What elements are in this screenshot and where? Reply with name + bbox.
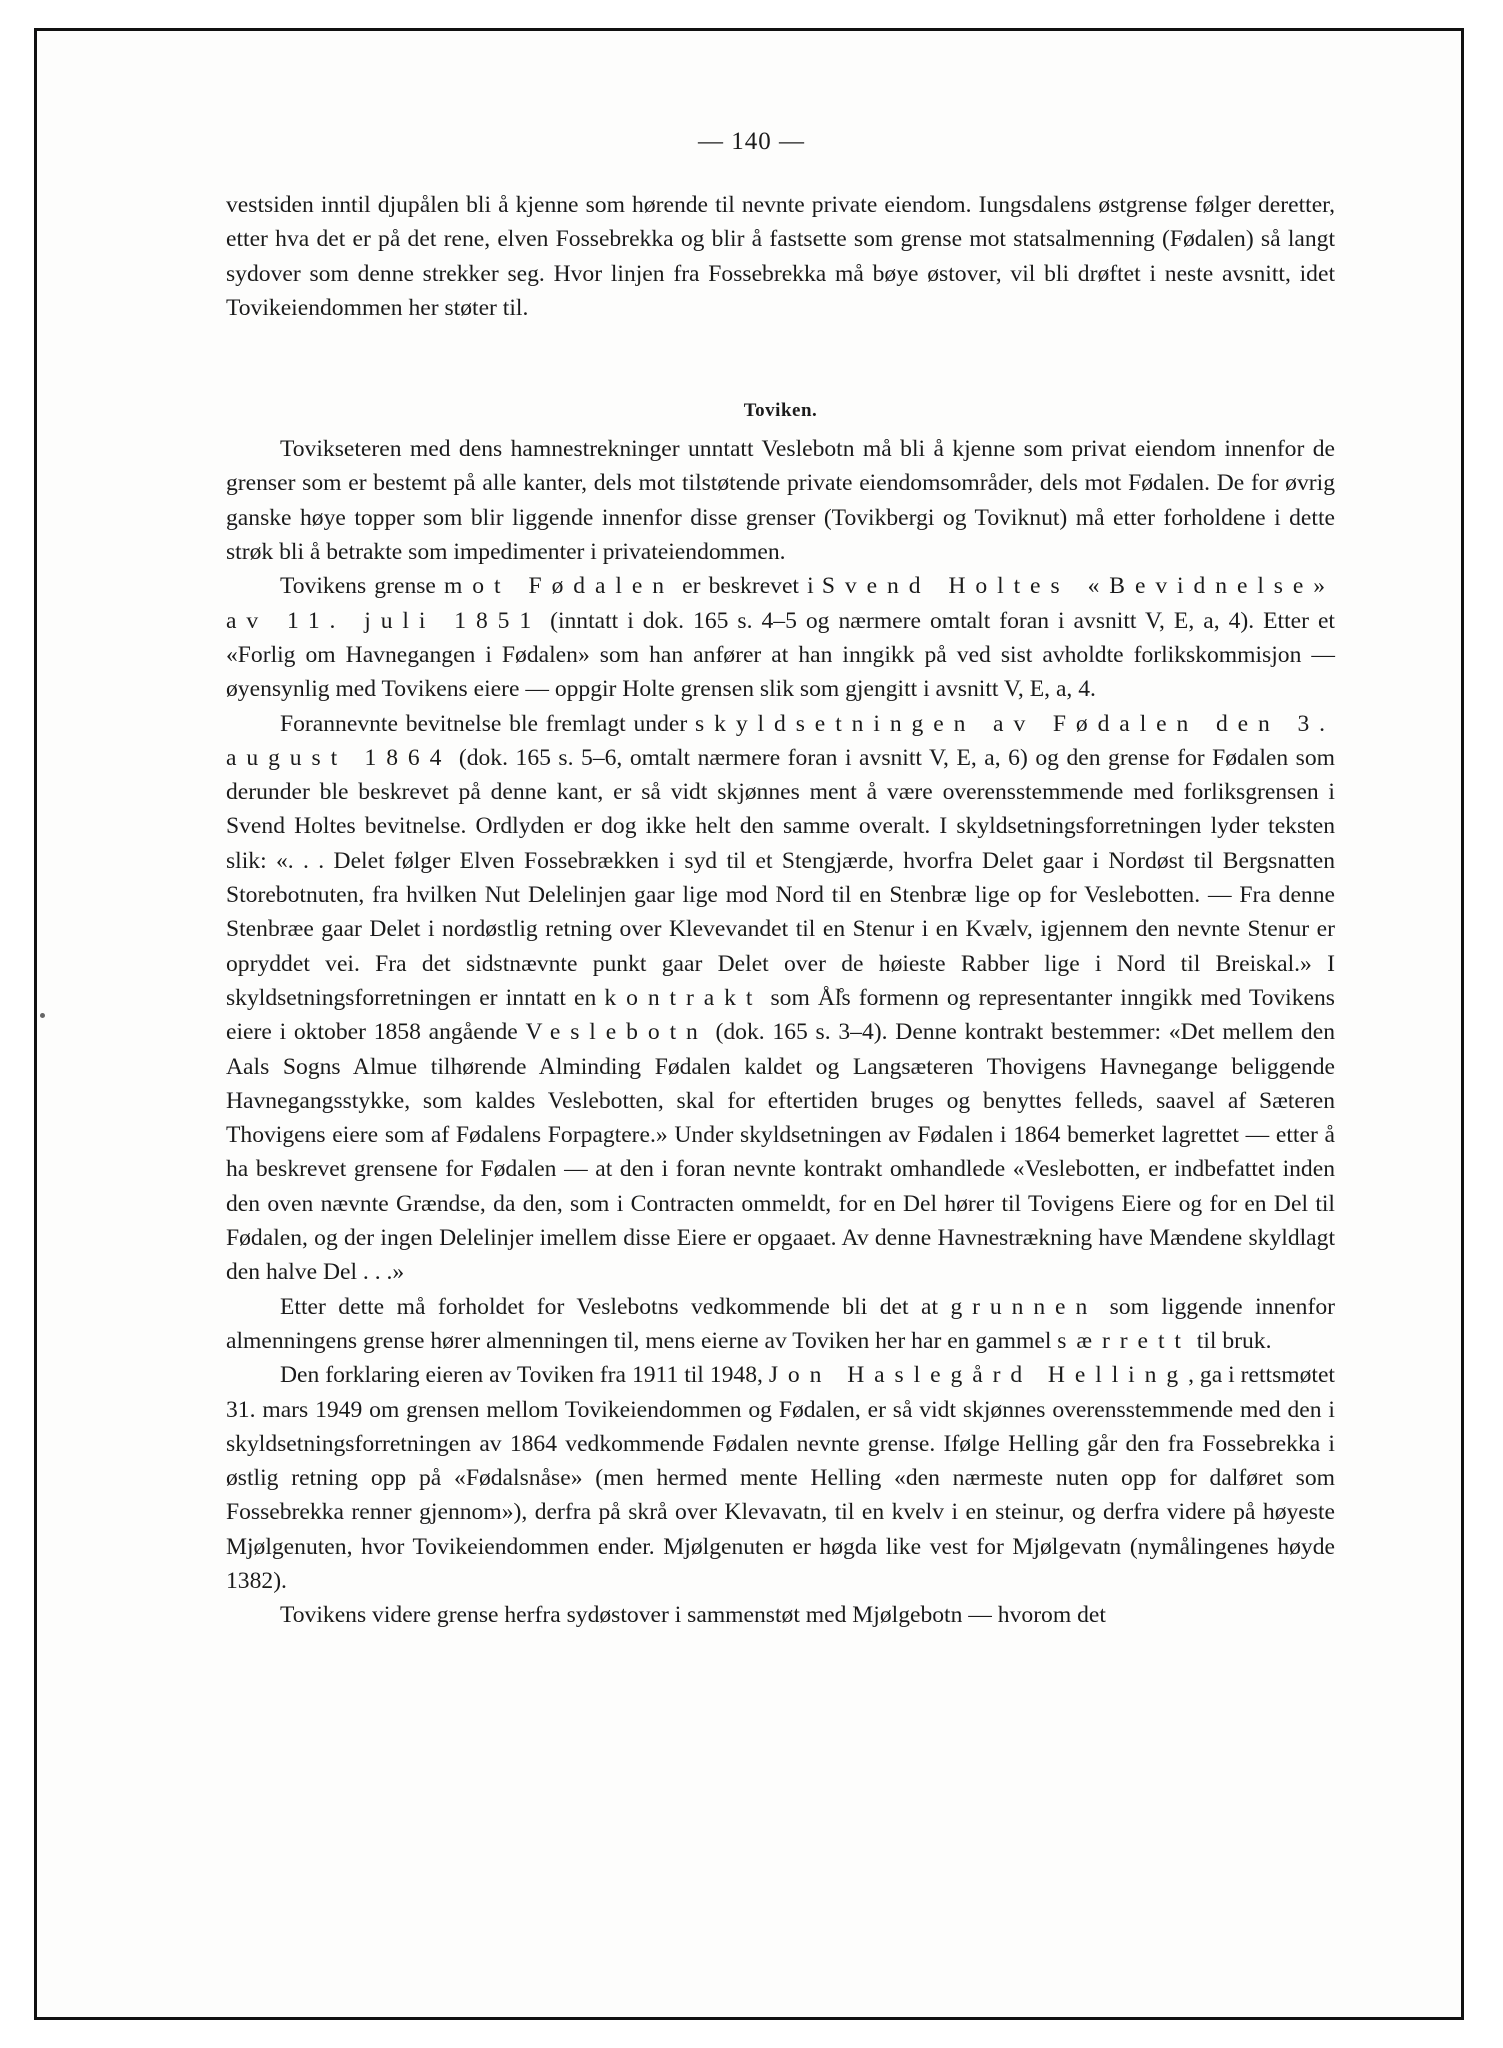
body-text: [226, 188, 1335, 1633]
text-run: (dok. 165 s. 5–6, omtalt nærmere foran i avsnitt V, E, a, 6) og den grense for Fødalen som derunder ble beskrevet på denne kant, er så vidt skjønnes ment å være overensstemmende med forliksgrensen i Svend Holtes bevitnelse. Ordlyden er dog ikke helt den samme overalt. I skyldsetningsforretningen lyder teksten slik: «. . . Delet følger Elven Fossebrækken i syd til et Stengjærde, hvorfra Delet gaar i Nordøst til Bergsnatten Storebotnuten, fra hvilken Nut Delelinjen gaar lige mod Nord til en Stenbræ lige op for Veslebotten. — Fra denne Stenbræe gaar Delet i nordøstlig retning over Klevevandet til en Stenur i en Kvælv, igjennem den nevnte Stenur er opryddet vei. Fra det sidstnævnte punkt gaar Delet over de høieste Rabber lige i Nord til Breiskal.» I skyldsetningsforretningen er inntatt en: [226, 744, 1336, 1011]
text-run: (dok. 165 s. 3–4). Denne kontrakt bestemmer: «Det mellem den Aals Sogns Almue tilhørende Alminding Fødalen kaldet og Langsæteren Thovigens Havnegange beliggende Havnegangsstykke, som kaldes Veslebotten, skal for eftertiden bruges og benyttes felleds, saavel af Sæteren Thovigens eiere som af Fødalens Forpagtere.» Under skyldsetningen av Fødalen i 1864 bemerket lagrettet — etter å ha beskrevet grensene for Fødalen — at den i foran nevnte kontrakt omhandlede «Veslebotten, er indbefattet inden den oven nævnte Grændse, da den, som i Contracten ommeldt, for en Del hører til Tovigens Eiere og for en Del til Fødalen, og der ingen Delelinjer imellem disse Eiere er opgaaet. Av denne Havnestrækning have Mændene skyldlagt den halve Del . . .»: [226, 1019, 1335, 1286]
text-run: Den forklaring eieren av Toviken fra 1911 til 1948,: [280, 1362, 769, 1389]
text-run: som liggende innenfor almenningens grense hører almenningen til, mens eierne av Toviken her har en gammel: [226, 1293, 1335, 1354]
spaced-text: særrett: [1057, 1327, 1191, 1354]
section-heading: Toviken.: [743, 400, 818, 422]
paragraph: [226, 1358, 1335, 1598]
spaced-text: Veslebotn: [525, 1019, 708, 1046]
paragraph: [226, 1290, 1335, 1359]
spaced-text: Jon Haslegård Helling: [768, 1362, 1189, 1389]
spaced-text: mot Fødalen: [444, 573, 674, 600]
text-run: Etter dette må forholdet for Veslebotns vedkommende bli det at: [280, 1293, 951, 1320]
text-run: til bruk.: [1190, 1327, 1272, 1354]
text-run: Tovikens grense: [280, 573, 445, 600]
paragraph: vestsiden inntil djupålen bli å kjenne som hørende til nevnte private eiendom. Iungsdalens østgrense følger deretter, etter hva det er på det rene, elven Fossebrekka og blir å fastsette som grense mot statsalmenning (Fødalen) så langt sydover som denne strekker seg. Hvor linjen fra Fossebrekka må bøye østover, vil bli drøftet i neste avsnitt, idet Tovikeiendommen her støter til.: [226, 192, 1335, 321]
text-run: som Ål̊s formenn og representanter inngikk med Tovikens eiere i oktober 1858 angående: [226, 984, 1335, 1046]
text-run: , ga i rettsmøtet 31. mars 1949 om grensen mellom Tovikeiendommen og Fødalen, er så vidt skjønnes overensstemmende med den i skyldsetningsforretningen av 1864 vedkommende Fødalen nevnte grense. Ifølge Helling går den fra Fossebrekka i østlig retning opp på «Fødalsnåse» (men hermed mente Helling «den nærmeste nuten opp for dalføret som Fossebrekka renner gjennom»), derfra på skrå over Klevavatn, til en kvelv i en steinur, og derfra videre på høyeste Mjølgenuten, hvor Tovikeiendommen ender. Mjølgenuten er høgda like vest for Mjølgevatn (nymålingenes høyde 1382).: [226, 1362, 1335, 1594]
spaced-text: kontrakt: [604, 984, 763, 1011]
spaced-text: Svend Holtes «Bevidnelse» av 11. juli 1851: [226, 573, 1335, 634]
paragraph: Tovikseteren med dens hamnestrekninger unntatt Veslebotn må bli å kjenne som privat eiendom innenfor de grenser som er bestemt på alle kanter, dels mot tilstøtende private eiendomsområder, dels mot Fødalen. De for øvrig ganske høye topper som blir liggende innenfor disse grenser (Tovikbergi og Toviknut) må etter forholdene i dette strøk bli å betrakte som impedimenter i privateiendommen.: [226, 436, 1335, 566]
paragraph: [226, 569, 1335, 706]
text-run: er beskrevet i: [673, 573, 822, 600]
page-number: — 140 —: [698, 128, 805, 155]
spaced-text: skyldsetningen av Fødalen den 3. august 1864: [226, 710, 1335, 771]
speck: [40, 1013, 45, 1018]
paragraph: [226, 707, 1335, 1290]
text-run: (inntatt i dok. 165 s. 4–5 og nærmere omtalt foran i avsnitt V, E, a, 4). Etter et «Forlig om Havnegangen i Fødalen» som han anfører at han inngikk på ved sist avholdte forlikskommisjon — øyensynlig med Tovikens eiere — oppgir Holte grensen slik som gjengitt i avsnitt V, E, a, 4.: [226, 607, 1335, 703]
text-run: Forannevnte bevitnelse ble fremlagt under: [280, 710, 696, 737]
spaced-text: grunnen: [950, 1293, 1098, 1320]
paragraph: Tovikens videre grense herfra sydøstover i sammenstøt med Mjølgebotn — hvorom det: [280, 1602, 1106, 1629]
